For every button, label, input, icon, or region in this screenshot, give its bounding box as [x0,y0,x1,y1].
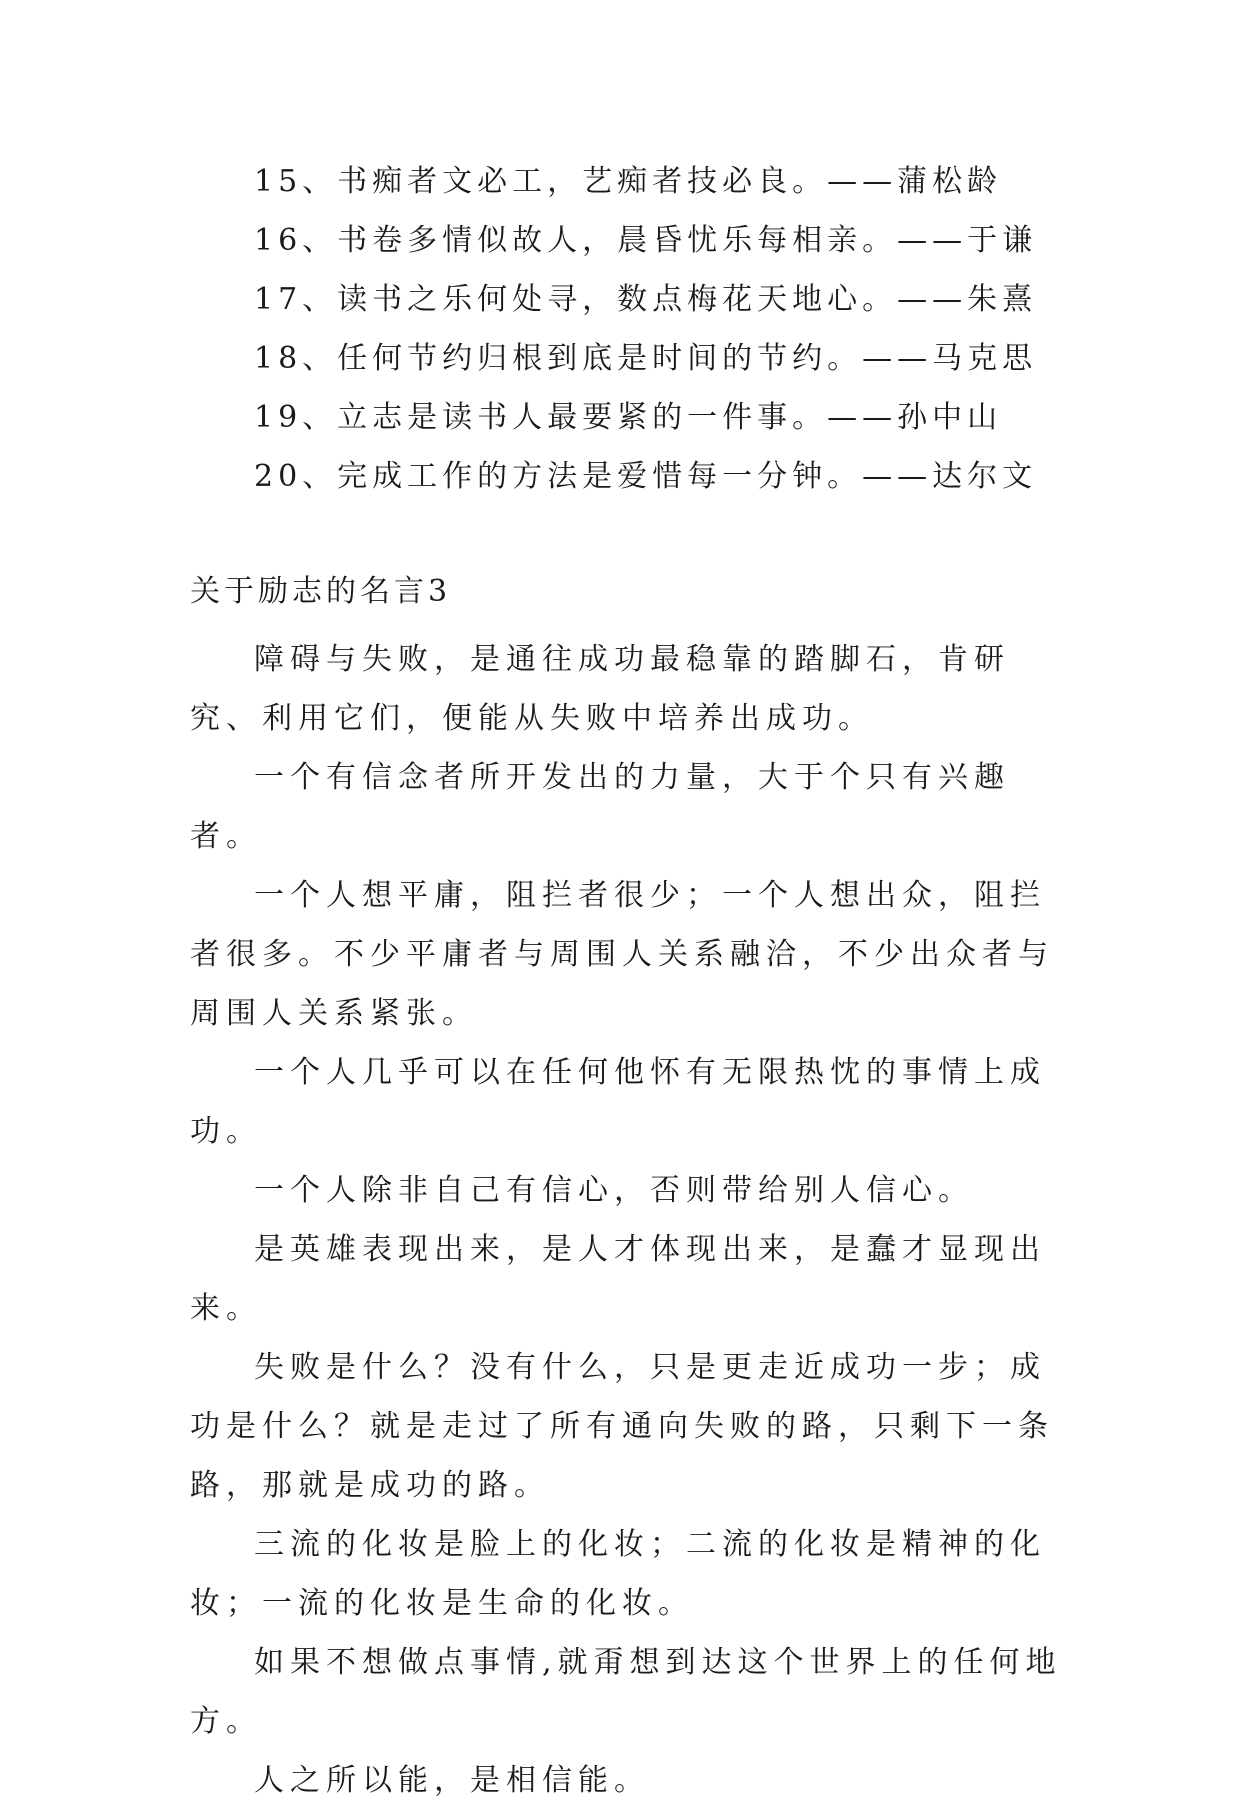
paragraph: 一个人几乎可以在任何他怀有无限热忱的事情上成功。 [190,1055,1046,1149]
section-title: 关于励志的名言3 [190,574,452,609]
quote-list [254,162,1154,516]
paragraph: 失败是什么？没有什么，只是更走近成功一步；成功是什么？就是走过了所有通向失败的路，只剩下一条路，那就是成功的路。 [190,1350,1054,1503]
paragraph: 人之所以能，是相信能。 [254,1763,650,1798]
quote-item: 16、书卷多情似故人，晨昏忧乐每相亲。——于谦 [254,223,1038,258]
paragraph: 一个人除非自己有信心，否则带给别人信心。 [254,1173,974,1208]
paragraph: 一个有信念者所开发出的力量，大于个只有兴趣者。 [190,760,1010,854]
paragraph: 三流的化妆是脸上的化妆；二流的化妆是精神的化妆；一流的化妆是生命的化妆。 [190,1527,1046,1621]
paragraph: 如果不想做点事情,就甭想到达这个世界上的任何地方。 [190,1645,1062,1739]
section-body [190,630,1070,1810]
paragraph: 是英雄表现出来，是人才体现出来，是蠢才显现出来。 [190,1232,1046,1326]
quote-item: 20、完成工作的方法是爱惜每一分钟。——达尔文 [254,459,1038,494]
quote-item: 18、任何节约归根到底是时间的节约。——马克思 [254,341,1038,376]
quote-item: 17、读书之乐何处寻，数点梅花天地心。——朱熹 [254,282,1038,317]
quote-item: 15、书痴者文必工，艺痴者技必良。——蒲松龄 [254,164,1003,199]
quote-item: 19、立志是读书人最要紧的一件事。——孙中山 [254,400,1003,435]
paragraph: 一个人想平庸，阻拦者很少；一个人想出众，阻拦者很多。不少平庸者与周围人关系融洽，不少出众者与周围人关系紧张。 [190,878,1054,1031]
paragraph: 障碍与失败，是通往成功最稳靠的踏脚石，肯研究、利用它们，便能从失败中培养出成功。 [190,642,1010,736]
